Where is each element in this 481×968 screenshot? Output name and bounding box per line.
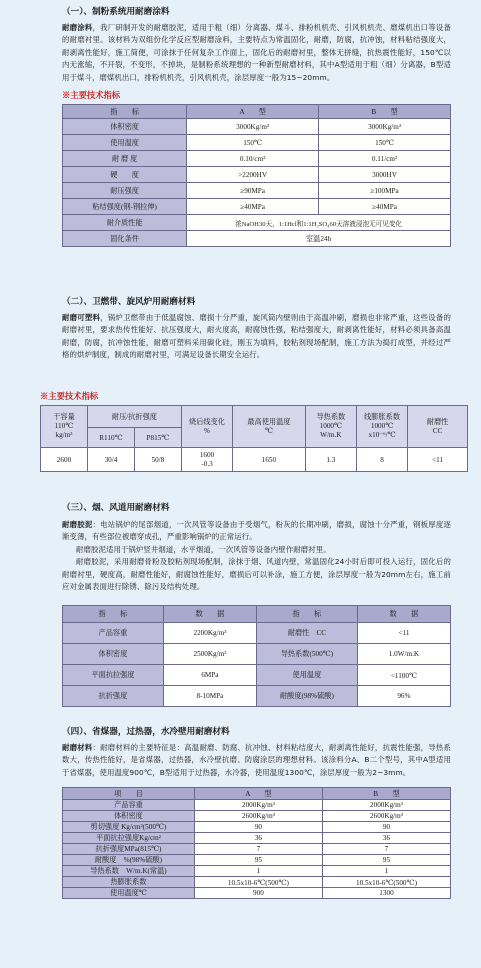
cell-a: 150℃ — [187, 135, 319, 151]
cell: 1.3 — [305, 448, 356, 472]
cell-a: 3000Kg/m³ — [187, 119, 319, 135]
header-cell: 数 据 — [357, 606, 450, 623]
section-1-body: ，我厂研制开发的耐磨胶泥，适用于粗（细）分离器、煤斗、排粉机机壳、引风机机壳、磨煤机出口等设备的耐磨衬里。该材料为双组份化学反应型耐磨涂料，主要特点为常温固化，耐磨，防腐，抗冲蚀，材料粘结强度大，耐剥离性能好，施工简便，可涂抹于任何复杂工作面上，固化后的耐磨衬里，整体无拼缝，抗热震性能好，150℃以内无涨缩，不开裂，不变形，不掉块，是制粉系统理想的一种新型耐磨材料，其中A型适用于粗（细）分离器，B型适用于煤斗，磨煤机出口，排粉机机壳，引风机机壳，涂层厚度一般为15~20mm。 — [62, 23, 451, 82]
section-3-body-1: ：电站锅炉的尾部烟道，一次风管等设备由于受烟气，粉灰的长期冲刷，磨损，腐蚀十分严重，钢板厚度逐渐变薄，有些部位被磨穿成孔，严重影响锅炉的正常运行。 — [62, 520, 451, 542]
row-label: 产品容重 — [63, 800, 195, 811]
table-row — [63, 686, 451, 707]
cell: <11 — [357, 623, 450, 644]
cell-b: 2000Kg/m³ — [322, 800, 450, 811]
cell-b: 0.11/cm² — [319, 151, 451, 167]
header-cell: A 型 — [194, 788, 322, 800]
cell: 96% — [357, 686, 450, 707]
table-row — [63, 623, 451, 644]
row-label: 使用温度 — [63, 135, 187, 151]
cell-b: 3000Kg/m³ — [319, 119, 451, 135]
table-row — [63, 119, 451, 135]
cell: 8 — [356, 448, 407, 472]
cell-a: 2600Kg/m³ — [194, 811, 322, 822]
cell-a: 900 — [194, 888, 322, 899]
cell-b: 150℃ — [319, 135, 451, 151]
row-label: 使用温度 — [256, 665, 357, 686]
table-row — [41, 448, 468, 472]
cell-b: 90 — [322, 822, 450, 833]
section-3-lead: 耐磨胶泥 — [62, 520, 93, 529]
header-cell: 数 据 — [163, 606, 256, 623]
cell: 2200Kg/m³ — [163, 623, 256, 644]
cell-b: 36 — [322, 833, 450, 844]
header-cell: A 型 — [187, 105, 319, 119]
row-label: 固化条件 — [63, 231, 187, 247]
cell: 1.0W/m.K — [357, 644, 450, 665]
cell-a: ≥40MPa — [187, 199, 319, 215]
cell: 30/4 — [87, 448, 134, 472]
cure-condition-value: 室温24h — [187, 231, 451, 247]
row-label: 剪切强度 Kg/cm²(500℃) — [63, 822, 195, 833]
acid-resistance-value: 浓NaOH30天，1:1Hcl和1:1H₂SO₄60天溶液浸泡无可见变化 — [187, 215, 451, 231]
cell-a: 2000Kg/m³ — [194, 800, 322, 811]
header-cell: 耐磨性 CC — [408, 406, 468, 448]
table-row — [63, 888, 451, 899]
row-label: 体积密度 — [63, 644, 164, 665]
table-header-row — [63, 788, 451, 800]
cell-b: 7 — [322, 844, 450, 855]
row-label: 热膨胀系数 — [63, 877, 195, 888]
section-2-spec-title: ※主要技术指标 — [40, 391, 99, 401]
header-cell: B 型 — [319, 105, 451, 119]
header-cell: B 型 — [322, 788, 450, 800]
table-row — [63, 215, 451, 231]
section-1-table — [62, 104, 451, 247]
header-cell: 指 标 — [63, 105, 187, 119]
section-3-paragraph-2: 耐磨胶泥适用于锅炉竖井烟道，水平烟道，一次风管等设备内壁作耐磨衬里。 — [76, 544, 331, 554]
table-row — [63, 800, 451, 811]
cell-b: 1300 — [322, 888, 450, 899]
row-label: 抗折强度 — [63, 686, 164, 707]
row-label: 耐磨性 CC — [256, 623, 357, 644]
cell: 8-10MPa — [163, 686, 256, 707]
cell-a: ≥90MPa — [187, 183, 319, 199]
cell-b: 1 — [322, 866, 450, 877]
section-4-body: ：耐磨材料的主要特征是：高温耐磨、防腐、抗冲蚀、材料粘结度大，耐剥离性能好，抗震性能强，导热系数大，传热性能好，是省煤器，过热器，水冷壁抗磨、防腐涂层的理想材料。该涂料分A、B二个型号，其中A型适用于省煤器，使用温度900℃，B型适用于过热器，水冷器，使用温度1300℃，涂层厚度一般为2~3mm。 — [62, 743, 451, 777]
section-3-paragraph-1 — [62, 519, 451, 544]
table-row — [63, 665, 451, 686]
header-cell: 最高使用温度 ℃ — [233, 406, 306, 448]
table-row — [63, 231, 451, 247]
row-label: 使用温度℃ — [63, 888, 195, 899]
table-row — [63, 135, 451, 151]
table-row — [63, 183, 451, 199]
row-label: 耐介质性能 — [63, 215, 187, 231]
cell-b: ≥40MPa — [319, 199, 451, 215]
table-row — [63, 199, 451, 215]
section-3-table — [62, 605, 451, 707]
cell: 2600 — [41, 448, 88, 472]
cell-a: >2200HV — [187, 167, 319, 183]
row-label: 平面抗拉强度Kg/cm² — [63, 833, 195, 844]
cell-b: 95 — [322, 855, 450, 866]
section-1 — [62, 6, 451, 247]
header-cell: 导热系数 1000℃ W/m.K — [305, 406, 356, 448]
header-cell: 干容量 110℃ kg/m³ — [41, 406, 88, 448]
header-cell: P815℃ — [134, 428, 181, 448]
header-cell: 指 标 — [63, 606, 164, 623]
section-4-table — [62, 787, 451, 899]
cell: 1600 -0.3 — [181, 448, 232, 472]
cell-a: 1 — [194, 866, 322, 877]
cell: 1650 — [233, 448, 306, 472]
section-3-paragraph-3: 耐磨胶泥，采用耐磨骨粉及胶粘剂现场配制，涂抹于烟、风道内壁，常温固化24小时后即可投入运行，固化后的耐磨衬里，硬度高，耐磨性能好，耐腐蚀性能好，磨损后可以补涂，施工方便，涂层厚度一般为20mm左右，施工前应对金属表面进行除锈、除污及结构处理。 — [62, 557, 451, 592]
section-2-body: ，锅炉卫燃带由于低温腐蚀、磨损十分严重，旋风筒内壁则由于高温冲刷，磨损也非常严重，这些设备的耐磨衬里，要求热传性能好、抗压强度大，耐火度高，耐腐蚀性强，粘结强度大，耐剥离性能好，材料必须具备高温耐磨，防腐，抗冲蚀性能，耐磨可塑料采用碳化硅，刚玉为填料，胶粘剂现场配制，施工方法为捣打成型，并经过严格的烘炉制度，制成的耐磨衬里，可满足设备长期安全运行。 — [62, 313, 451, 360]
cell-a: 7 — [194, 844, 322, 855]
cell-a: 10.5x10-6℃(500℃) — [194, 877, 322, 888]
table-row — [63, 866, 451, 877]
table-row — [63, 644, 451, 665]
table-header-row — [63, 105, 451, 119]
cell-a: 0.10/cm² — [187, 151, 319, 167]
cell: <1100℃ — [357, 665, 450, 686]
table-row — [63, 855, 451, 866]
section-2-lead: 耐磨可塑料 — [62, 313, 101, 322]
cell-a: 36 — [194, 833, 322, 844]
table-row — [63, 877, 451, 888]
table-row — [63, 833, 451, 844]
row-label: 抗折强度MPa(815℃) — [63, 844, 195, 855]
cell-b: 10.5x10-6℃(500℃) — [322, 877, 450, 888]
header-cell: 线膨胀系数 1000℃ x10⁻⁶/℃ — [356, 406, 407, 448]
row-label: 导热系数(500℃) — [256, 644, 357, 665]
row-label: 平面抗拉强度 — [63, 665, 164, 686]
section-2-table — [40, 405, 468, 472]
cell: <11 — [408, 448, 468, 472]
table-header-row — [41, 406, 468, 428]
cell-b: 3000HV — [319, 167, 451, 183]
section-4-paragraph — [62, 742, 451, 779]
row-label: 耐酸度 %(98%硫酸) — [63, 855, 195, 866]
table-row — [63, 167, 451, 183]
table-row — [63, 844, 451, 855]
table-row — [63, 822, 451, 833]
section-3 — [62, 502, 451, 707]
table-row — [63, 811, 451, 822]
cell: 50/8 — [134, 448, 181, 472]
section-1-spec-title: ※主要技术指标 — [62, 90, 121, 101]
row-label: 耐 磨 度 — [63, 151, 187, 167]
row-label: 产品容重 — [63, 623, 164, 644]
header-cell: 项 目 — [63, 788, 195, 800]
row-label: 导热系数 W/m.K(常温) — [63, 866, 195, 877]
cell-a: 95 — [194, 855, 322, 866]
row-label: 体积密度 — [63, 811, 195, 822]
cell-a: 90 — [194, 822, 322, 833]
header-cell: 指 标 — [256, 606, 357, 623]
row-label: 硬 度 — [63, 167, 187, 183]
cell-b: ≥100MPa — [319, 183, 451, 199]
section-2 — [62, 296, 451, 362]
row-label: 耐酸度(98%硫酸) — [256, 686, 357, 707]
section-2-title: （二）、卫燃带、旋风炉用耐磨材料 — [62, 297, 196, 307]
section-1-paragraph — [62, 22, 451, 84]
header-cell: 烧后线变化 % — [181, 406, 232, 448]
header-cell: 耐压/抗折强度 — [87, 406, 181, 428]
section-4-title: （四）、省煤器，过热器，水冷壁用耐磨材料 — [62, 727, 230, 737]
cell-b: 2600Kg/m³ — [322, 811, 450, 822]
row-label: 粘结强度(钢-钢拉伸) — [63, 199, 187, 215]
row-label: 耐压强度 — [63, 183, 187, 199]
header-cell: R110℃ — [87, 428, 134, 448]
section-1-title: （一）、制粉系统用耐磨涂料 — [62, 7, 170, 17]
cell: 2500Kg/m³ — [163, 644, 256, 665]
section-4-lead: 耐磨材料 — [62, 743, 93, 752]
section-3-title: （三）、烟、风道用耐磨材料 — [62, 503, 170, 513]
section-4 — [62, 726, 451, 899]
table-row — [63, 151, 451, 167]
table-header-row — [63, 606, 451, 623]
row-label: 体积密度 — [63, 119, 187, 135]
section-2-paragraph — [62, 312, 451, 362]
cell: 6MPa — [163, 665, 256, 686]
section-1-lead: 耐磨涂料 — [62, 23, 93, 32]
